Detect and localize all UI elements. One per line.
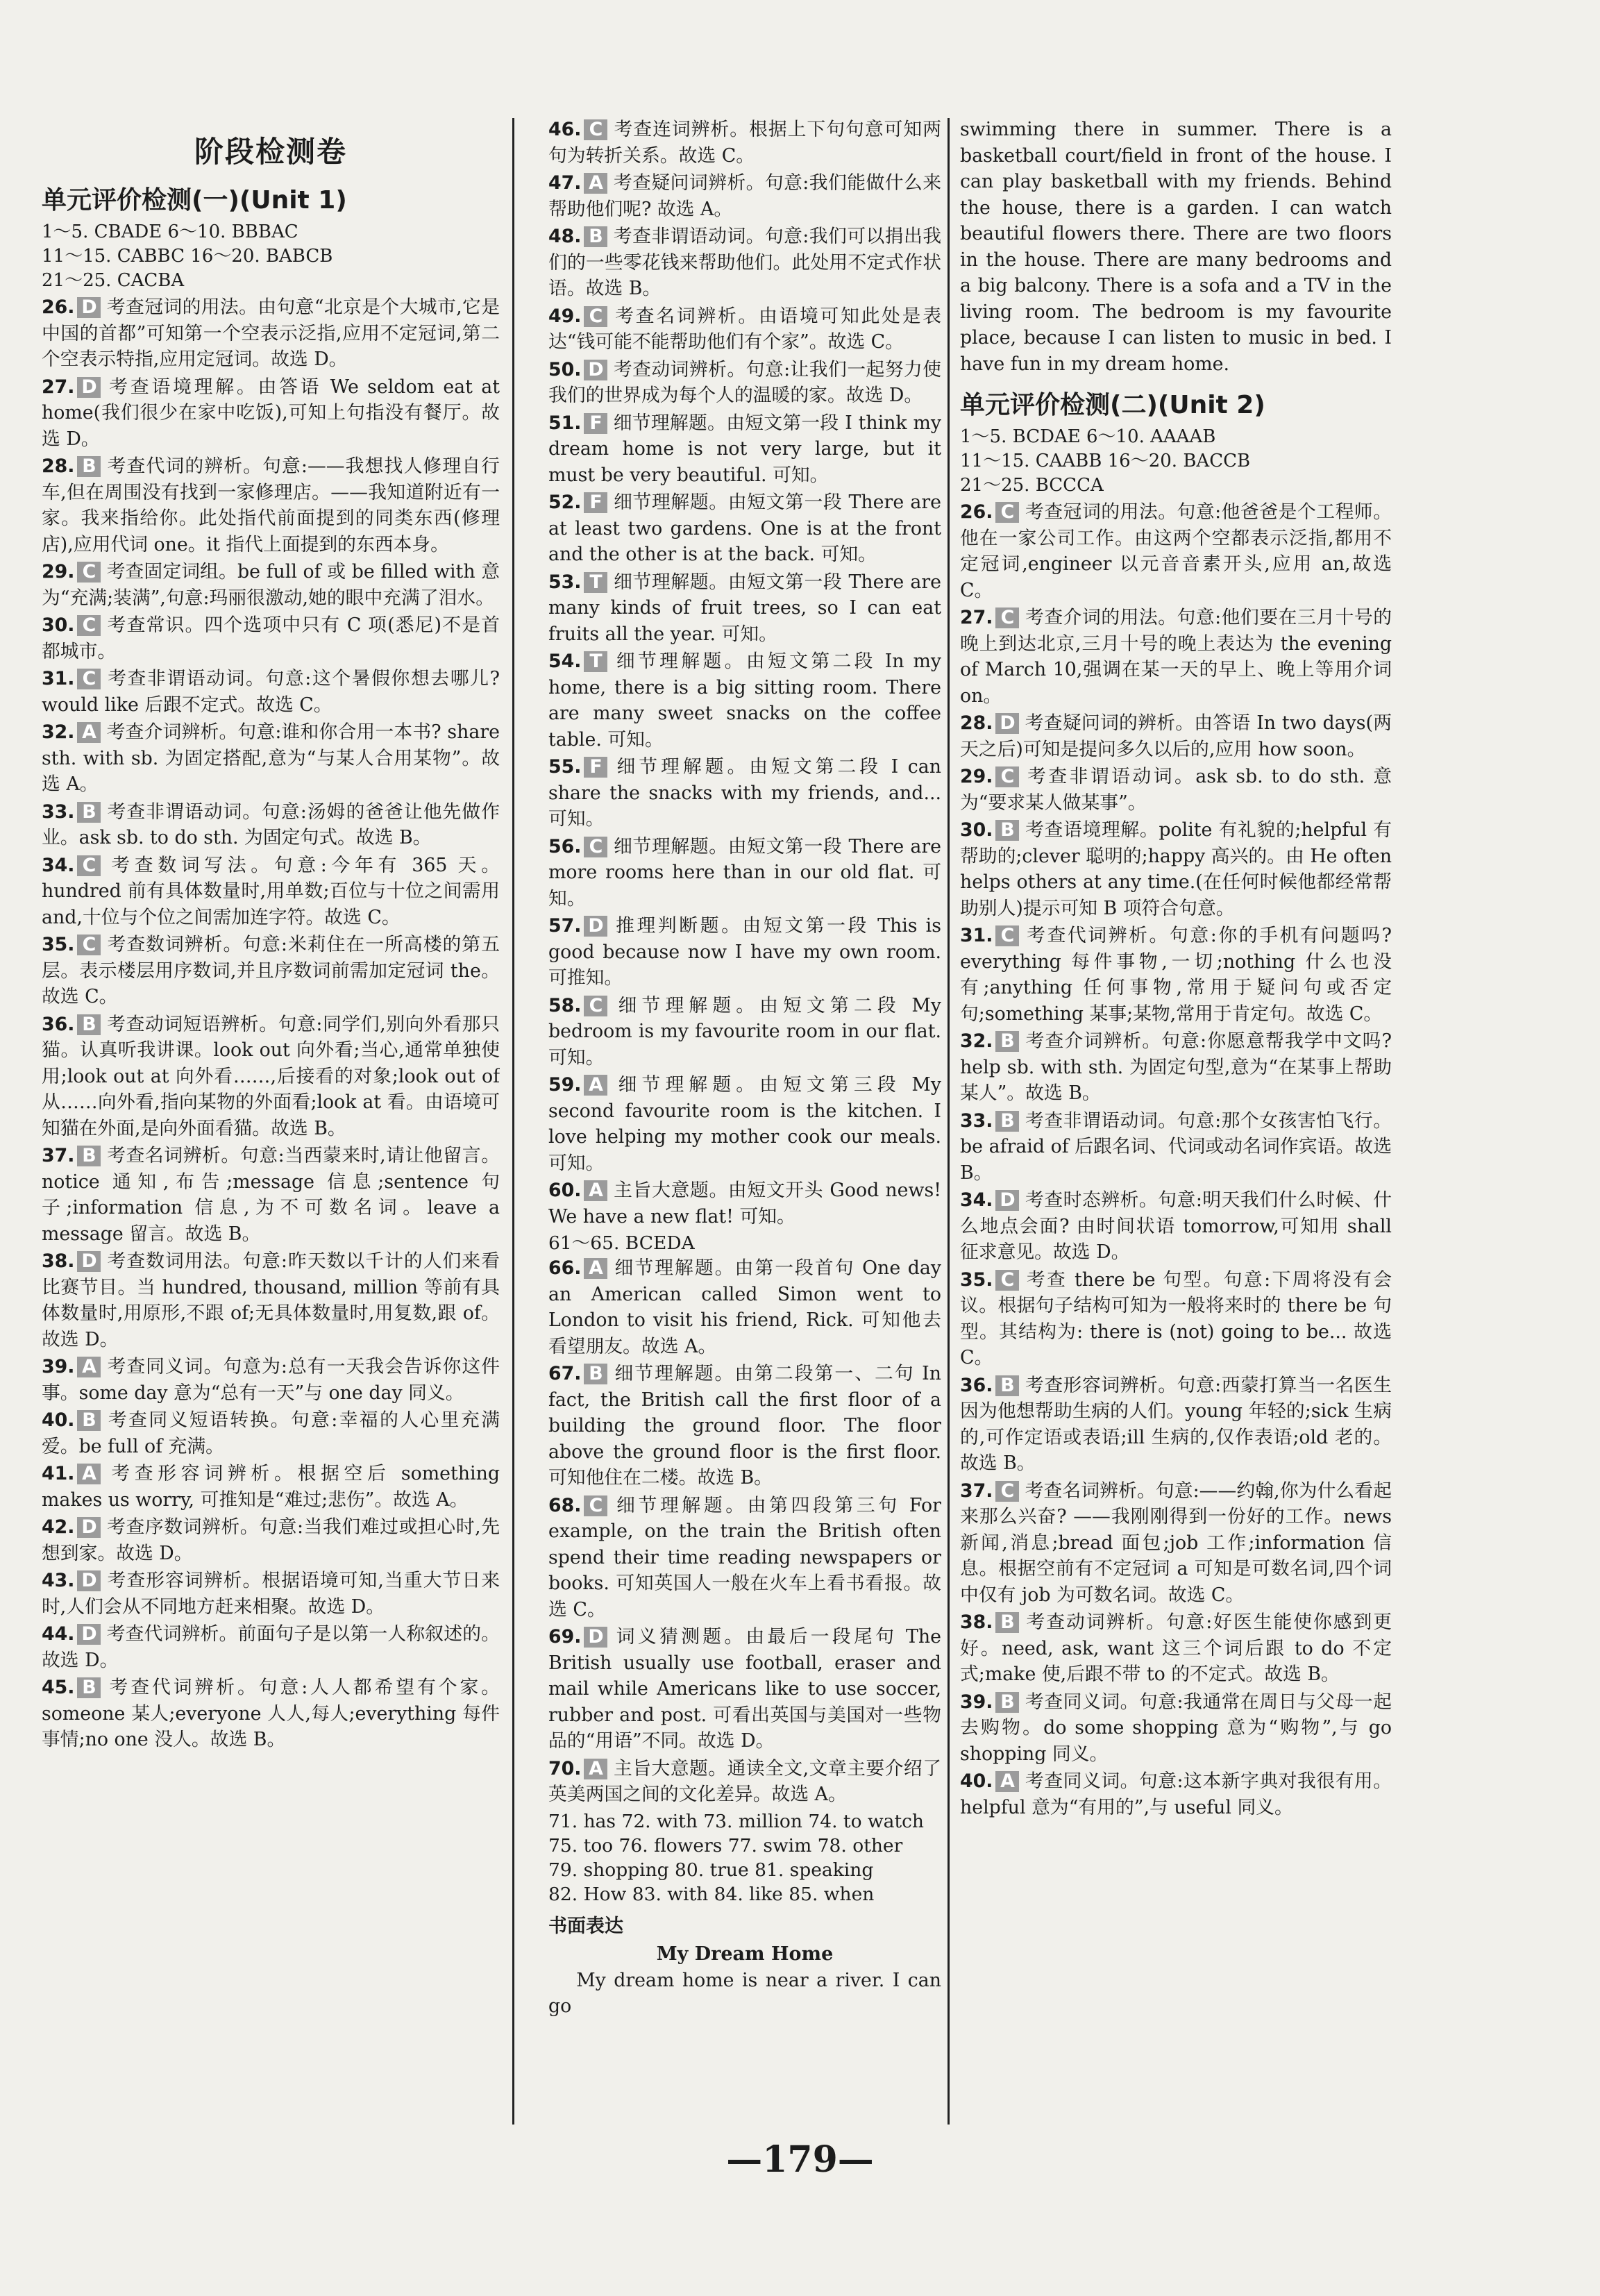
answer-letter-badge: A [584,1258,607,1279]
answer-letter-badge: D [584,916,607,937]
answer-item [960,1108,1392,1187]
answer-item [42,1675,500,1753]
answer-letter-badge: A [584,1180,607,1201]
column-2 [548,117,941,2130]
item-number: 39. [42,1356,75,1377]
answer-letter-badge: C [584,1495,607,1516]
answer-letter-badge: B [995,1375,1019,1396]
item-number: 38. [960,1611,993,1633]
answer-item [548,303,941,355]
answer-item [42,1461,500,1513]
essay-title: My Dream Home [656,1943,834,1965]
answer-letter-badge: B [77,802,101,823]
answer-letter-badge: D [77,377,101,398]
answer-letter-badge: A [77,1464,101,1484]
item-number: 40. [42,1409,75,1431]
item-number: 31. [960,925,993,946]
answer-letter-badge: A [995,1771,1019,1792]
item-number: 29. [960,766,993,787]
item-number: 36. [42,1013,75,1035]
section-title: 阶段检测卷 [194,135,347,169]
item-number: 27. [42,376,75,398]
answer-letter-badge: D [77,297,101,318]
answer-letter-badge: D [995,1190,1019,1211]
essay-text: swimming there in summer. There is a basketball court/field in front of the house. I can play basketball with my friends. Behind the house, there is a garden. I can watch beautiful flowers there. There are two floors in the house. There are many bedrooms and a big balcony. There is a sofa and a TV in the living room. The bedroom is my favourite place, because I can listen to music in bed. I have fun in my dream home. [960,119,1392,375]
explanation-text: 考查数词用法。句意:昨天数以千计的人们来看比赛节目。当 hundred, thousand, million 等前有具体数量时,用原形,不跟 of;无具体数量时,用复数,跟 of。故选 D。 [42,1250,500,1350]
answer-letter-badge: B [995,1612,1019,1633]
answer-item [42,666,500,718]
answer-letter-badge: B [995,820,1019,841]
answer-item [548,1624,941,1754]
explanation-text: 考查非谓语动词。句意:那个女孩害怕飞行。be afraid of 后跟名词、代词或动名词作宾语。故选 B。 [960,1109,1392,1184]
essay-part-1 [548,1968,941,2020]
explanation-text: 细节理解题。由短文第一段 There are at least two gardens. One is at the front and the other is at the back. 可知。 [548,492,941,565]
item-number: 42. [42,1516,75,1538]
explanation-text: 考查同义短语转换。句意:幸福的人心里充满爱。be full of 充满。 [42,1409,500,1457]
answer-item [960,1187,1392,1266]
answer-letter-badge: B [77,1410,101,1431]
answer-item [42,1012,500,1142]
answer-item [548,224,941,302]
item-number: 32. [960,1030,993,1052]
explanation-text: 考查非谓语动词。句意:汤姆的爸爸让他先做作业。ask sb. to do sth. 为固定句式。故选 B。 [42,801,500,848]
answer-line: 21～25. CACBA [42,270,185,291]
essay-part-2 [960,117,1392,377]
answer-line: 1～5. CBADE 6～10. BBBAC [42,221,298,242]
answer-letter-badge: B [584,1364,607,1384]
item-number: 26. [960,501,993,523]
item-number: 58. [548,994,582,1016]
explanation-text: 主旨大意题。由短文开头 Good news! We have a new flat! 可知。 [548,1180,941,1227]
answer-item [42,932,500,1010]
answer-letter-badge: A [77,1357,101,1377]
item-number: 50. [548,358,582,380]
answer-line: 1～5. BCDAE 6～10. AAAAB [960,426,1216,447]
item-number: 49. [548,305,582,327]
explanation-text: 细节理解题。由第一段首句 One day an American called Simon went to London to visit his friend, Rick. 可知他去看望朋友。故选 A。 [548,1257,941,1357]
unit2-title: 单元评价检测(二)(Unit 2) [960,391,1265,419]
answer-item [548,489,941,568]
explanation-text: 细节理解题。由短文第一段 I think my dream home is not very large, but it must be very beautiful. 可知。 [548,412,941,486]
explanation-text: 考查序数词辨析。句意:当我们难过或担心时,先想到家。故选 D。 [42,1516,500,1564]
unit1-title: 单元评价检测(一)(Unit 1) [42,186,347,215]
page-number: —179— [726,2138,874,2181]
explanation-text: 考查动词短语辨析。句意:同学们,别向外看那只猫。认真听我讲课。look out 向外看;当心,通常单独使用;look out at 向外看……,后接看的对象;look out of 从……向外看,指向某物的外面看;look at 看。由语境可知猫在外面,是向外面看猫。故选 B。 [42,1013,500,1139]
explanation-text: 考查名词辨析。由语境可知此处是表达“钱可能不能帮助他们有个家”。故选 C。 [548,305,941,353]
answer-item [548,993,941,1071]
answer-letter-badge: B [995,1111,1019,1132]
answer-item [42,799,500,851]
explanation-text: 考查疑问词辨析。句意:我们能做什么来帮助他们呢? 故选 A。 [548,172,941,220]
explanation-text: 考查语境理解。polite 有礼貌的;helpful 有帮助的;clever 聪明的;happy 高兴的。由 He often helps others at any time.(在任何时候他都经常帮助别人)提示可知 B 项符合句意。 [960,819,1392,919]
explanation-text: 细节理解题。由短文第二段 In my home, there is a big sitting room. There are many sweet snacks on the coffee table. 可知。 [548,651,941,751]
answer-line: 21～25. BCCCA [960,475,1104,496]
answer-item [548,1072,941,1176]
answer-item [548,357,941,409]
answer-line: 11～15. CABBC 16～20. BABCB [42,246,333,267]
answer-item [548,117,941,169]
answer-item [42,1568,500,1620]
item-number: 35. [960,1268,993,1291]
explanation-text: 考查同义词。句意为:总有一天我会告诉你这件事。some day 意为“总有一天”与 one day 同义。 [42,1356,500,1404]
answer-letter-badge: A [584,1759,607,1779]
explanation-text: 词义猜测题。由最后一段尾句 The British usually use football, eraser and mail while Americans like to use soccer, rubber and post. 可看出英国与美国对一些物品的“用语”不同。故选 D。 [548,1626,941,1752]
answer-letter-badge: C [584,837,607,857]
answer-letter-badge: B [584,226,607,247]
answer-letter-badge: C [584,306,607,327]
answer-letter-badge: T [584,651,607,672]
answer-item [960,1768,1392,1820]
answer-letter-badge: C [77,615,101,636]
answer-letter-badge: B [77,1014,101,1035]
answer-item [960,1609,1392,1688]
unit1-items-b [548,117,941,1230]
explanation-text: 细节理解题。由短文第一段 There are many kinds of fruit trees, so I can eat fruits all the year. 可知。 [548,571,941,645]
answer-letter-badge: F [584,413,607,434]
explanation-text: 细节理解题。由短文第三段 My second favourite room is the kitchen. I love helping my mother cook our meals. 可知。 [548,1074,941,1174]
explanation-text: 考查动词辨析。句意:让我们一起努力使我们的世界成为每个人的温暖的家。故选 D。 [548,358,941,406]
explanation-text: 考查代词辨析。句意:你的手机有问题吗? everything 每件事物,一切;nothing 什么也没有;anything 任何事物,常用于疑问句或否定句;something 某事;某物,常用于肯定句。故选 C。 [960,925,1392,1025]
answer-item [42,374,500,453]
answer-letter-badge: D [77,1517,101,1538]
answer-letter-badge: C [77,669,101,689]
answer-item [548,170,941,222]
column-divider [948,118,950,2125]
explanation-text: 推理判断题。由短文第一段 This is good because now I have my own room. 可推知。 [548,915,941,989]
answer-letter-badge: D [584,360,607,380]
explanation-text: 考查常识。四个选项中只有 C 项(悉尼)不是首都城市。 [42,614,500,662]
explanation-text: 考查 there be 句型。句意:下周将没有会议。根据句子结构可知为一般将来时的 there be 句型。其结构为: there is (not) going to be... 故选 C。 [960,1268,1392,1368]
fill-answers: 71. has 72. with 73. million 74. to watch 75. too 76. flowers 77. swim 78. other 79. shopping 80. true 81. speaking 82. How 83. with 84. like 85. when [548,1810,924,1905]
answer-letter-badge: F [584,757,607,778]
answer-line: 11～15. CAABB 16～20. BACCB [960,451,1251,471]
explanation-text: 主旨大意题。通读全文,文章主要介绍了英美两国之间的文化差异。故选 A。 [548,1757,941,1805]
answer-letter-badge: D [77,1624,101,1645]
item-number: 51. [548,412,582,434]
explanation-text: 考查代词辨析。句意:人人都希望有个家。someone 某人;everyone 人人,每人;everything 每件事情;no one 没人。故选 B。 [42,1677,500,1750]
item-number: 34. [42,854,75,876]
unit1-items-a [42,294,500,1753]
answer-item [42,1407,500,1459]
answer-item [42,1248,500,1352]
item-number: 41. [42,1463,75,1484]
item-number: 36. [960,1374,993,1396]
answer-item [548,410,941,489]
item-number: 68. [548,1494,582,1516]
explanation-text: 细节理解题。由短文第二段 I can share the snacks with my friends, and... 可知。 [548,756,941,830]
explanation-text: 考查名词辨析。句意:当西蒙来时,请让他留言。notice 通知,布告;message 信息;sentence 句子;information 信息,为不可数名词。leave a message 留言。故选 B。 [42,1145,500,1245]
item-number: 43. [42,1570,75,1591]
answer-item [960,817,1392,921]
answer-letter-badge: C [77,935,101,955]
explanation-text: 细节理解题。由第二段第一、二句 In fact, the British call the first floor of a building the ground floor. The floor above the ground floor is the first floor. 可知他住在二楼。故选 B。 [548,1363,941,1489]
item-number: 30. [960,819,993,841]
item-number: 60. [548,1180,582,1201]
answer-letter-badge: C [995,925,1019,946]
item-number: 55. [548,756,582,778]
explanation-text: 考查疑问词的辨析。由答语 In two days(两天之后)可知是提问多久以后的,应用 how soon。 [960,712,1392,760]
explanation-text: 考查固定词组。be full of 或 be filled with 意为“充满;装满”,句意:玛丽很激动,她的眼中充满了泪水。 [42,561,500,609]
explanation-text: 考查连词辨析。根据上下句句意可知两句为转折关系。故选 C。 [548,119,941,167]
explanation-text: 细节理解题。由第四段第三句 For example, on the train the British often spend their time reading newspapers or books. 可知英国人一般在火车上看书看报。故选 C。 [548,1494,941,1620]
item-number: 33. [42,801,75,823]
answer-item [960,710,1392,762]
answer-letter-badge: B [77,456,101,477]
unit1-answer-key [42,220,500,293]
item-number: 35. [42,934,75,955]
answer-item [548,834,941,912]
answer-item [42,1621,500,1673]
item-number: 39. [960,1691,993,1713]
explanation-text: 考查非谓语动词。句意:这个暑假你想去哪儿? would like 后跟不定式。故选 C。 [42,668,500,716]
answer-letter-badge: C [584,119,607,140]
item-number: 31. [42,668,75,689]
item-number: 33. [960,1109,993,1132]
explanation-text: 考查形容词辨析。根据语境可知,当重大节日来时,人们会从不同地方赶来相聚。故选 D。 [42,1570,500,1618]
item-number: 47. [548,172,582,194]
answer-item [548,1756,941,1808]
item-number: 69. [548,1626,582,1648]
answer-item [960,605,1392,709]
item-number: 53. [548,571,582,593]
item-number: 32. [42,721,75,743]
answer-item [960,764,1392,816]
answer-letter-badge: A [584,1075,607,1096]
answer-item [42,612,500,664]
unit2-items [960,499,1392,1820]
answer-item [548,1178,941,1230]
answer-letter-badge: C [77,562,101,583]
answer-letter-badge: D [77,1251,101,1272]
explanation-text: 考查非谓语动词。句意:我们可以捐出我们的一些零花钱来帮助他们。此处用不定式作状语。故选 B。 [548,226,941,299]
explanation-text: 考查非谓语动词。ask sb. to do sth. 意为“要求某人做某事”。 [960,766,1392,814]
answer-letter-badge: B [77,1677,101,1698]
answer-item [548,1361,941,1491]
answer-item [548,648,941,753]
explanation-text: 考查同义词。句意:我通常在周日与父母一起去购物。do some shopping 意为“购物”,与 go shopping 同义。 [960,1691,1392,1765]
item-number: 70. [548,1757,582,1779]
explanation-text: 考查数词辨析。句意:米莉住在一所高楼的第五层。表示楼层用序数词,并且序数词前需加定冠词 the。故选 C。 [42,934,500,1007]
explanation-text: 考查动词辨析。句意:好医生能使你感到更好。need, ask, want 这三个词后跟 to do 不定式;make 使,后跟不带 to 的不定式。故选 B。 [960,1611,1392,1685]
writing-heading: 书面表达 [548,1915,623,1937]
answer-letter-badge: B [77,1146,101,1166]
column-3 [960,117,1392,2130]
answer-letter-badge: A [584,173,607,194]
item-number: 28. [42,455,75,477]
item-number: 67. [548,1363,582,1384]
answer-item [42,1354,500,1406]
answer-letter-badge: B [995,1692,1019,1713]
answer-item [548,1255,941,1359]
answer-letter-badge: C [995,766,1019,787]
explanation-text: 考查介词的用法。句意:他们要在三月十号的晚上到达北京,三月十号的晚上表达为 the evening of March 10,强调在某一天的早上、晚上等用介词 on。 [960,607,1392,707]
answer-letter-badge: C [995,607,1019,628]
answer-letter-badge: C [995,1270,1019,1291]
answer-item [960,1373,1392,1477]
item-number: 52. [548,492,582,513]
answer-letter-badge: F [584,492,607,513]
unit1-items-c [548,1255,941,1808]
answer-item [960,1478,1392,1609]
answer-item [42,1143,500,1247]
item-number: 54. [548,651,582,672]
answer-item [548,1493,941,1623]
item-number: 48. [548,226,582,247]
answer-letter-badge: C [995,1481,1019,1502]
answer-item [42,853,500,931]
answer-item [548,913,941,991]
explanation-text: 考查同义词。句意:这本新字典对我很有用。helpful 意为“有用的”,与 useful 同义。 [960,1770,1392,1818]
answer-letter-badge: C [584,996,607,1016]
explanation-text: 考查语境理解。由答语 We seldom eat at home(我们很少在家中吃饭),可知上句指没有餐厅。故选 D。 [42,376,500,450]
explanation-text: 考查名词辨析。句意:——约翰,你为什么看起来那么兴奋? ——我刚刚得到一份好的工作。news 新闻,消息;bread 面包;job 工作;information 信息。根据空前有不定冠词 a 可知是可数名词,四个词中仅有 job 为可数名词。故选 C。 [960,1480,1392,1606]
answer-item [42,453,500,558]
answer-letter-badge: D [77,1570,101,1591]
item-number: 27. [960,607,993,628]
item-number: 37. [42,1145,75,1166]
explanation-text: 考查冠词的用法。句意:他爸爸是个工程师。他在一家公司工作。由这两个空都表示泛指,都用不定冠词,engineer 以元音音素开头,应用 an,故选 C。 [960,501,1392,601]
answer-item [42,559,500,611]
item-number: 56. [548,835,582,857]
item-number: 37. [960,1480,993,1502]
answer-item [548,569,941,648]
answer-letter-badge: T [584,572,607,593]
answer-letter-badge: D [584,1627,607,1648]
answer-item [960,1689,1392,1768]
column-divider [512,118,514,2125]
answer-item [42,719,500,798]
item-number: 57. [548,915,582,937]
explanation-text: 考查代词的辨析。句意:——我想找人修理自行车,但在周围没有找到一家修理店。——我知道附近有一家。我来指给你。此处指代前面提到的同类东西(修理店),应用代词 one。it 指代上面提到的东西本身。 [42,455,500,555]
column-1 [42,117,500,2130]
item-number: 46. [548,119,582,140]
answer-letter-badge: C [77,855,101,876]
explanation-text: 细节理解题。由短文第一段 There are more rooms here than in our old flat. 可知。 [548,835,941,910]
answer-item [42,294,500,373]
item-number: 30. [42,614,75,636]
answer-item [548,754,941,832]
item-number: 45. [42,1677,75,1698]
explanation-text: 考查形容词辨析。句意:西蒙打算当一名医生因为他想帮助生病的人们。young 年轻的;sick 生病的,可作定语或表语;ill 生病的,仅作表语;old 老的。故选 B。 [960,1374,1392,1474]
item-number: 38. [42,1250,75,1272]
explanation-text: 考查代词辨析。前面句子是以第一人称叙述的。故选 D。 [42,1623,500,1671]
explanation-text: 考查时态辨析。句意:明天我们什么时候、什么地点会面? 由时间状语 tomorrow,可知用 shall 征求意见。故选 D。 [960,1189,1392,1263]
item-number: 34. [960,1189,993,1211]
item-number: 28. [960,712,993,734]
unit2-answer-key [960,425,1392,498]
essay-text: My dream home is near a river. I can go [548,1969,941,2017]
answer-letter-badge: D [995,713,1019,734]
answer-item [960,1267,1392,1371]
answers-61-65: 61～65. BCEDA [548,1232,695,1254]
answer-letter-badge: A [77,722,101,743]
item-number: 59. [548,1074,582,1096]
explanation-text: 细节理解题。由短文第二段 My bedroom is my favourite room in our flat. 可知。 [548,994,941,1069]
item-number: 66. [548,1257,582,1279]
explanation-text: 考查介词辨析。句意:你愿意帮我学中文吗? help sb. with sth. 为固定句型,意为“在某事上帮助某人”。故选 B。 [960,1030,1392,1104]
answer-item [960,923,1392,1027]
answer-letter-badge: C [995,502,1019,523]
item-number: 29. [42,561,75,583]
explanation-text: 考查形容词辨析。根据空后 something makes us worry, 可推知是“难过;悲伤”。故选 A。 [42,1463,500,1511]
answer-item [42,1514,500,1566]
item-number: 26. [42,296,75,318]
explanation-text: 考查冠词的用法。由句意“北京是个大城市,它是中国的首都”可知第一个空表示泛指,应用不定冠词,第二个空表示特指,应用定冠词。故选 D。 [42,296,500,370]
item-number: 44. [42,1623,75,1645]
answer-item [960,1028,1392,1107]
explanation-text: 考查数词写法。句意:今年有 365 天。hundred 前有具体数量时,用单数;百位与十位之间需用 and,十位与个位之间需加连字符。故选 C。 [42,854,500,928]
answer-item [960,499,1392,603]
item-number: 40. [960,1770,993,1792]
answer-letter-badge: B [995,1031,1019,1052]
explanation-text: 考查介词辨析。句意:谁和你合用一本书? share sth. with sb. 为固定搭配,意为“与某人合用某物”。故选 A。 [42,721,500,795]
